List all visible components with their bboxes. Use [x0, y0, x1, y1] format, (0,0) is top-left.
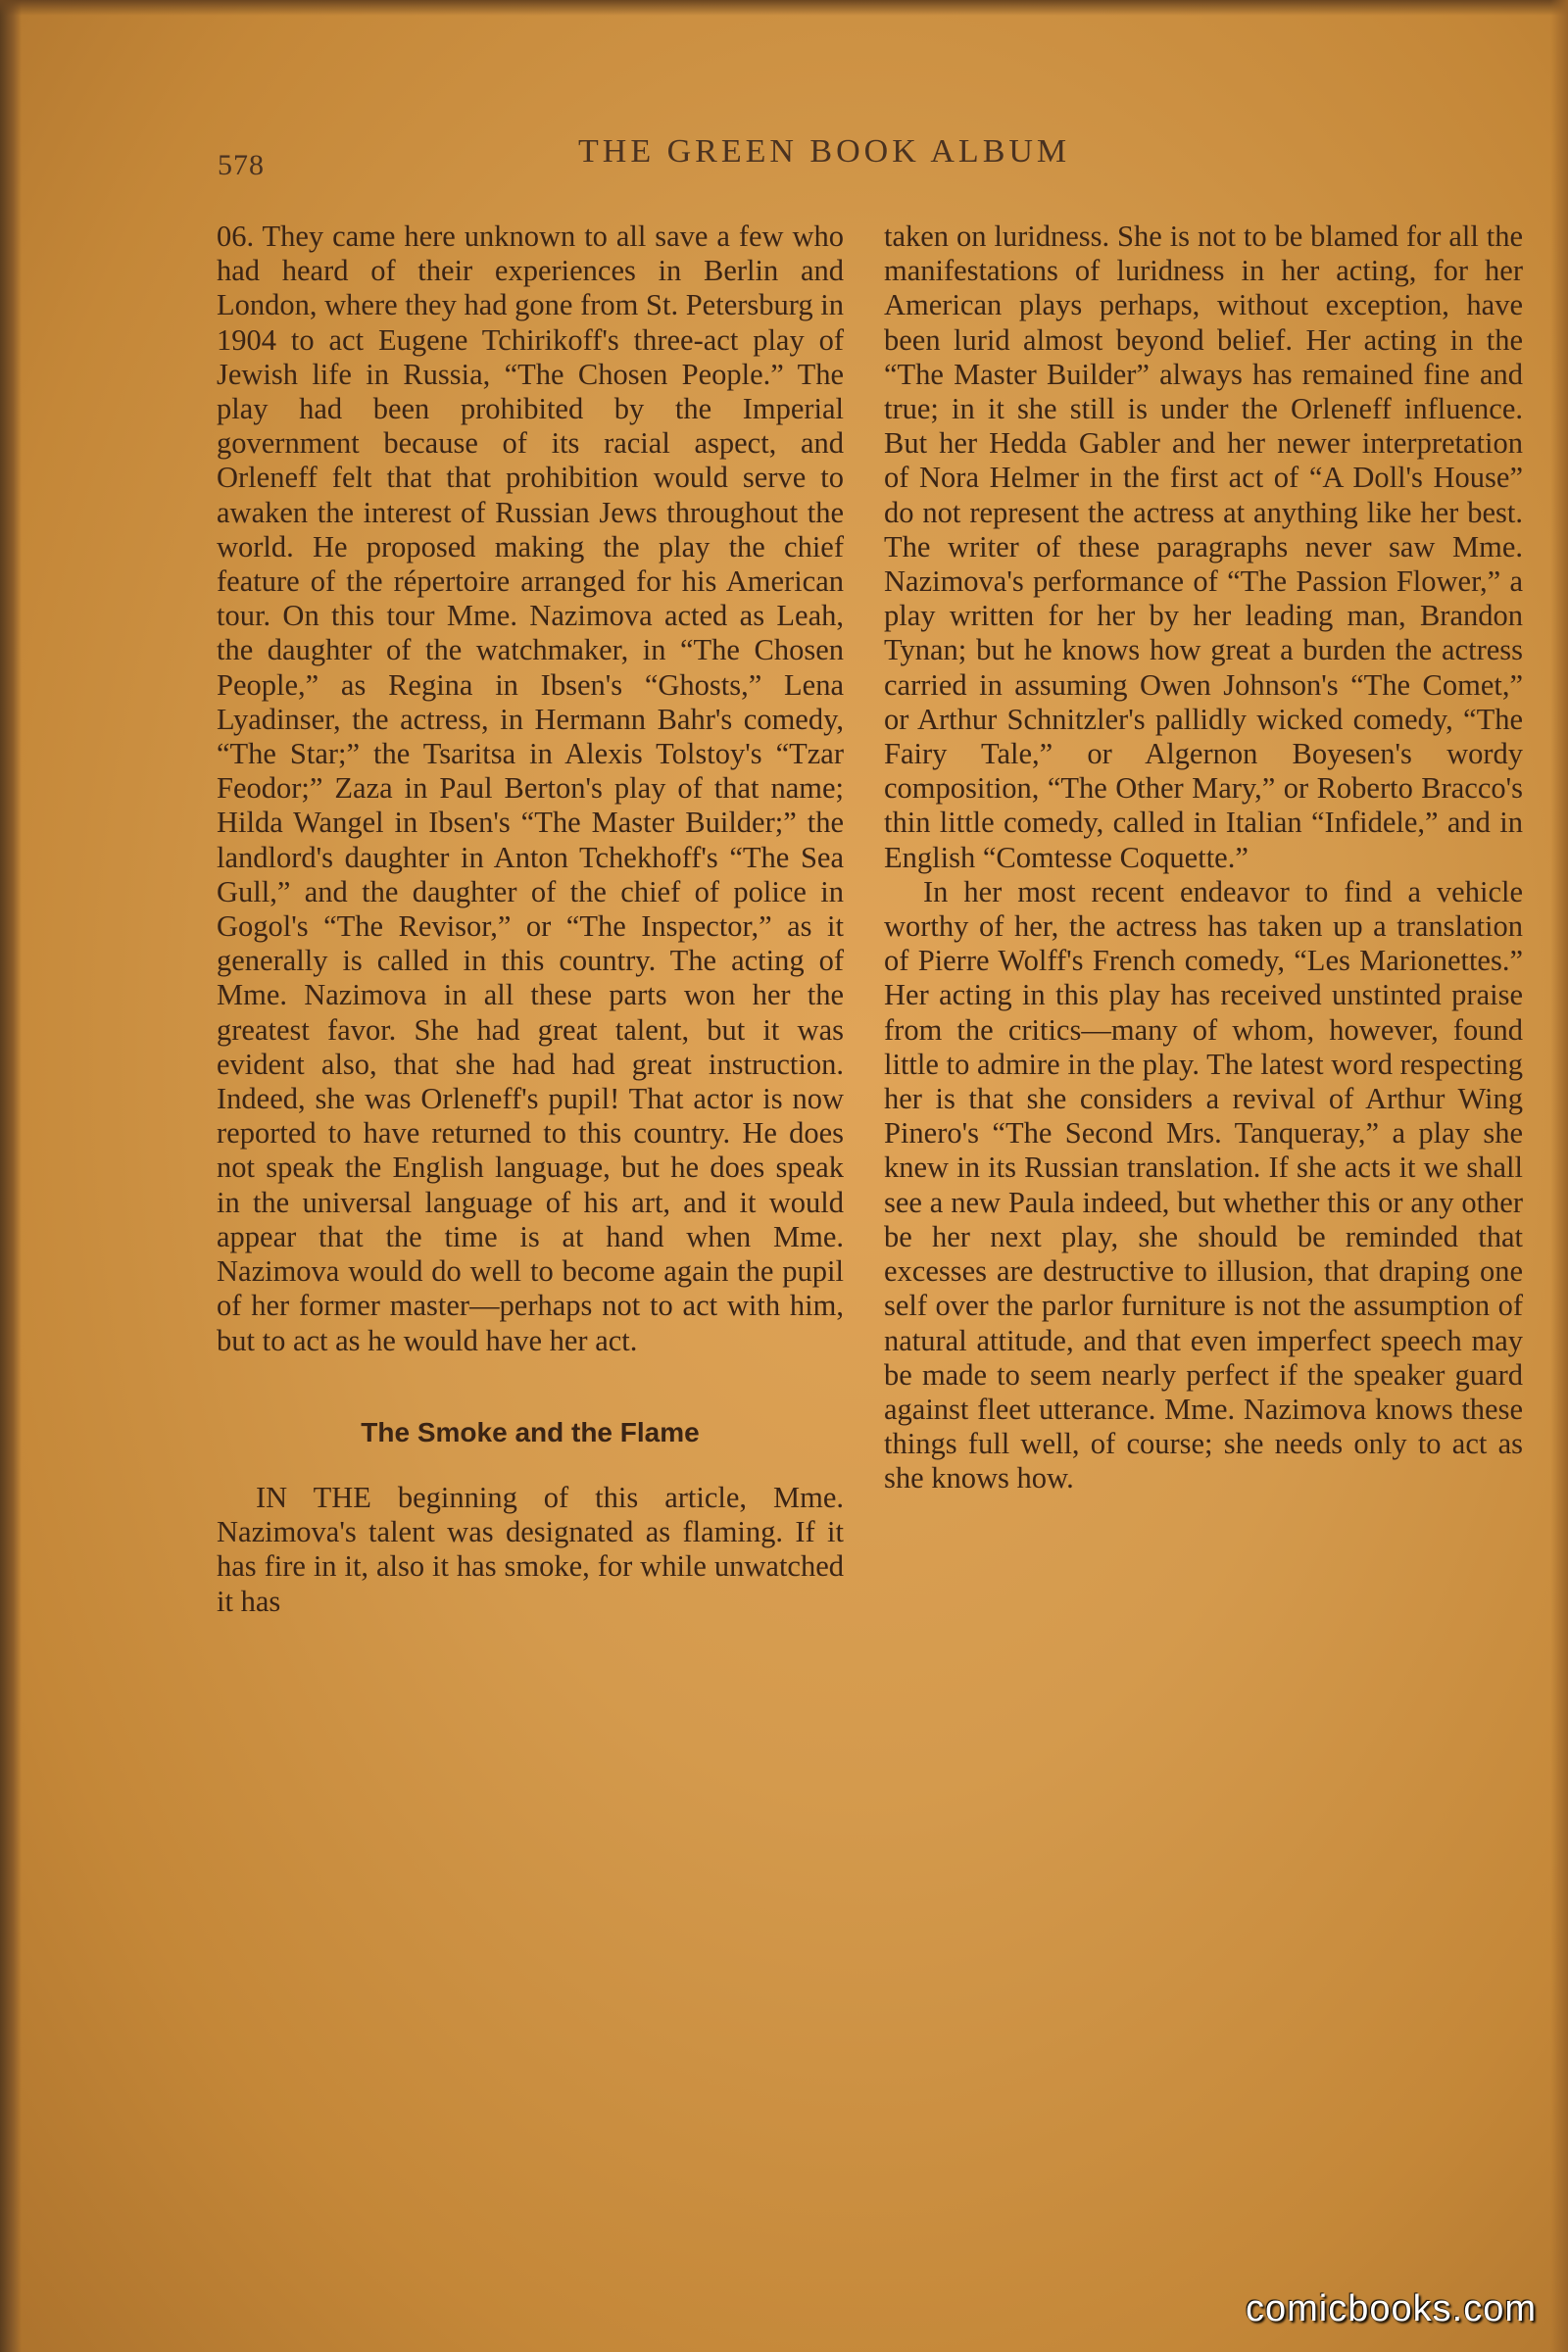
page-number: 578 — [218, 149, 265, 181]
left-paragraph-2: IN THE beginning of this article, Mme. Nazimova's talent was designated as flaming. If it has fire in it, also it has smoke, for while unwatched it has — [217, 1480, 844, 1618]
page-right-edge-shadow — [1550, 0, 1568, 2352]
left-column — [217, 220, 844, 1619]
section-heading: The Smoke and the Flame — [361, 1416, 700, 1447]
page-top-edge-shadow — [0, 0, 1568, 16]
right-paragraph-1: taken on luridness. She is not to be blamed for all the manifestations of luridness in her acting, for her American plays perhaps, without exception, have been lurid almost beyond belief. Her acting in the “The Master Builder” always has remained fine and true; in it she still is under the Orleneff influence. But her Hedda Gabler and her newer interpretation of Nora Helmer in the first act of “A Doll's House” do not represent the actress at anything like her best. The writer of these paragraphs never saw Mme. Nazimova's performance of “The Passion Flower,” a play written for her by her leading man, Brandon Tynan; but he knows how great a burden the actress carried in assuming Owen Johnson's “The Comet,” or Arthur Schnitzler's pallidly wicked comedy, “The Fairy Tale,” or Algernon Boyesen's wordy composition, “The Other Mary,” or Roberto Bracco's thin little comedy, called in Italian “Infidele,” and in English “Comtesse Coquette.” — [884, 220, 1523, 874]
left-paragraph-1: 06. They came here unknown to all save a few who had heard of their experiences in Berlin and London, where they had gone from St. Petersburg in 1904 to act Eugene Tchirikoff's three-act play of Jewish life in Russia, “The Chosen People.” The play had been prohibited by the Imperial government because of its racial aspect, and Orleneff felt that that prohibition would serve to awaken the interest of Russian Jews throughout the world. He proposed making the play the chief feature of the répertoire arranged for his American tour. On this tour Mme. Nazimova acted as Leah, the daughter of the watchmaker, in “The Chosen People,” as Regina in Ibsen's “Ghosts,” Lena Lyadinser, the actress, in Hermann Bahr's comedy, “The Star;” the Tsaritsa in Alexis Tolstoy's “Tzar Feodor;” Zaza in Paul Berton's play of that name; Hilda Wangel in Ibsen's “The Master Builder;” the landlord's daughter in Anton Tchekhoff's “The Sea Gull,” and the daughter of the chief of police in Gogol's “The Revisor,” or “The Inspector,” as it generally is called in this country. The acting of Mme. Nazimova in all these parts won her the greatest favor. She had great talent, but it was evident also, that she had had great instruction. Indeed, she was Orleneff's pupil! That actor is now reported to have returned to this country. He does not speak the English language, but he does speak in the universal language of his art, and it would appear that the time is at hand when Mme. Nazimova would do well to become again the pupil of her former master—perhaps not to act with him, but to act as he would have her act. — [217, 220, 844, 1357]
site-watermark: comicbooks.com — [1246, 2288, 1537, 2329]
right-column — [884, 220, 1523, 1496]
running-title: THE GREEN BOOK ALBUM — [578, 133, 1071, 170]
right-paragraph-2: In her most recent endeavor to find a vehicle worthy of her, the actress has taken up a translation of Pierre Wolff's French comedy, “Les Marionettes.” Her acting in this play has received unstinted praise from the critics—many of whom, however, found little to admire in the play. The latest word respecting her is that she considers a revival of Arthur Wing Pinero's “The Second Mrs. Tanqueray,” a play she knew in its Russian translation. If she acts it we shall see a new Paula indeed, but whether this or any other be her next play, she should be reminded that excesses are destructive to illusion, that draping one self over the parlor furniture is not the assumption of natural attitude, and that even imperfect speech may be made to seem nearly perfect if the speaker guard against fleet utterance. Mme. Nazimova knows these things full well, of course; she needs only to act as she knows how. — [884, 874, 1523, 1495]
page-left-edge-shadow — [0, 0, 22, 2352]
